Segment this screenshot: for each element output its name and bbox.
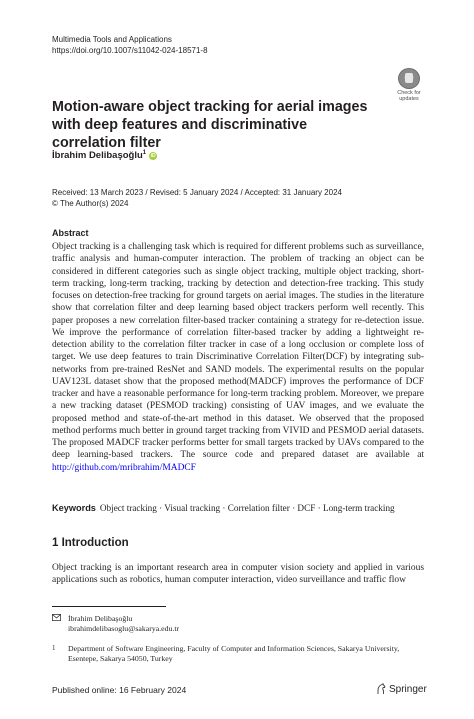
- envelope-icon: [52, 614, 64, 623]
- github-link[interactable]: http://github.com/mribrahim/MADCF: [52, 462, 196, 473]
- keywords-line: [52, 502, 424, 514]
- check-for-updates-badge[interactable]: [392, 68, 426, 102]
- paper-title: Motion-aware object tracking for aerial images with deep features and discriminative correlation filter: [52, 99, 368, 151]
- check-updates-icon: [398, 68, 420, 89]
- article-dates: [52, 187, 342, 209]
- copyright: © The Author(s) 2024: [52, 199, 129, 208]
- author-line: [52, 150, 157, 161]
- contact-name: İbrahim Delibaşoğlu: [68, 614, 133, 623]
- contact-email[interactable]: ibrahimdelibasoglu@sakarya.edu.tr: [68, 624, 180, 633]
- corresponding-author: [68, 614, 179, 634]
- publisher-name: Springer: [389, 683, 427, 695]
- section-heading-introduction: 1 Introduction: [52, 537, 129, 549]
- abstract-body: [52, 241, 424, 474]
- doi-link[interactable]: https://doi.org/10.1007/s11042-024-18571-8: [52, 46, 208, 55]
- author-affiliation-mark: 1: [142, 150, 147, 156]
- keywords-label: Keywords: [52, 503, 96, 513]
- footnote-divider: [52, 606, 166, 607]
- affiliation-number: 1: [52, 644, 56, 652]
- author-name[interactable]: İbrahim Delibaşoğlu: [52, 150, 143, 162]
- springer-logo[interactable]: [376, 683, 427, 695]
- published-date: Published online: 16 February 2024: [52, 685, 187, 695]
- badge-label: Check for updates: [397, 90, 421, 102]
- abstract-heading: Abstract: [52, 228, 89, 238]
- keywords-list: Object tracking · Visual tracking · Correlation filter · DCF · Long-term tracking: [99, 503, 395, 513]
- history-dates: Received: 13 March 2023 / Revised: 5 January 2024 / Accepted: 31 January 2024: [52, 188, 342, 197]
- affiliation-text: Department of Software Engineering, Faculty of Computer and Information Sciences, Sakarya University, Esentepe, Sakarya 54050, Turkey: [68, 644, 400, 663]
- journal-name: Multimedia Tools and Applications: [52, 35, 172, 44]
- springer-horse-icon: [376, 683, 386, 695]
- introduction-text: Object tracking is an important research area in computer vision society and applied in various applications such as robotics, human computer interaction, video surveillance and traffic flow: [52, 563, 424, 586]
- abstract-text: Object tracking is a challenging task which is required for different problems such as surveillance, traffic analysis and human-computer interaction. The problem of tracking an object can be considered in different categories such as single object tracking, multiple object tracking, short-term tracking, long-term tracking, tracking by detection and detection-free tracking. This study focuses on detection-free tracking for ground targets on aerial images. The studies in the literature show that correlation filter and deep learning based object trackers perform well recently. This paper proposes a new correlation filter-based tracker containing a strategy for re-detection issue. We improve the performance of correlation filter-based tracker by adding a lightweight re-detection ability to the correlation filter tracker in case of a long occlusion or complete loss of target. We use deep features to train Discriminative Correlation Filter(DCF) by integrating sub-networks from pre-trained ResNet and SAND models. The experimental results on the popular UAV123L dataset show that the proposed method(MADCF) improves the performance of DCF tracker and have a reasonable performance for long-term tracking problem. Moreover, we prepare a new tracking dataset (PESMOD tracking) consisting of UAV images, and we evaluate the proposed method and state-of-the-art method in this dataset. We observed that the proposed method performs much better in ground target tracking from VIVID and PESMOD aerial datasets. The proposed MADCF tracker performs better for small targets tracked by UAVs compared to the deep learning-based trackers. The source code and prepared dataset are available at: [52, 242, 424, 461]
- orcid-icon[interactable]: iD: [150, 153, 156, 160]
